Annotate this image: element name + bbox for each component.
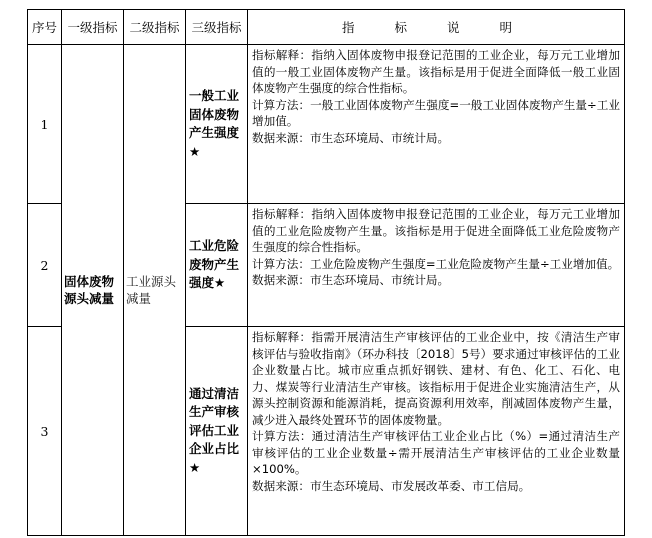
row-number: 3 bbox=[28, 327, 62, 536]
data-source: 数据来源：市生态环境局、市发展改革委、市工信局。 bbox=[252, 478, 531, 493]
level1-indicator: 固体废物源头减量 bbox=[62, 45, 124, 536]
header-level2: 二级指标 bbox=[124, 10, 186, 45]
indicator-description bbox=[248, 327, 625, 536]
header-description: 指 标 说 明 bbox=[248, 10, 625, 45]
data-source: 数据来源：市生态环境局、市统计局。 bbox=[252, 130, 450, 145]
indicator-table bbox=[27, 9, 625, 536]
table-header-row bbox=[28, 10, 625, 45]
indicator-explanation: 指标解释：指纳入固体废物申报登记范围的工业企业，每万元工业增加值的工业危险废物产生量。该指标是用于促进全面降低工业危险废物产生强度的综合性指标。 bbox=[252, 207, 620, 254]
indicator-explanation: 指标解释：指需开展清洁生产审核评估的工业企业中，按《清洁生产审核评估与验收指南》（环办科技〔2018〕5号）要求通过审核评估的工业企业数量占比。城市应重点抓好钢铁、建材、有色、化工、石化、电力、煤炭等行业清洁生产审核。该指标用于促进企业实施清洁生产，从源头控制资源和能源消耗，提高资源利用效率，削减固体废物产生量，减少进入最终处置环节的固体废物量。 bbox=[252, 330, 620, 427]
header-level1: 一级指标 bbox=[62, 10, 124, 45]
level2-indicator: 工业源头减量 bbox=[124, 45, 186, 536]
table-row bbox=[28, 45, 625, 204]
indicator-description bbox=[248, 45, 625, 204]
indicator-explanation: 指标解释：指纳入固体废物申报登记范围的工业企业，每万元工业增加值的一般工业固体废物产生量。该指标是用于促进全面降低一般工业固体废物产生强度的综合性指标。 bbox=[252, 48, 620, 95]
level3-indicator: 一般工业固体废物产生强度★ bbox=[186, 45, 248, 204]
header-level3: 三级指标 bbox=[186, 10, 248, 45]
calculation-method: 计算方法：一般工业固体废物产生强度=一般工业固体废物产生量÷工业增加值。 bbox=[252, 97, 620, 128]
calculation-method: 计算方法：工业危险废物产生强度=工业危险废物产生量÷工业增加值。 bbox=[252, 256, 620, 271]
row-number: 2 bbox=[28, 204, 62, 327]
header-serial: 序号 bbox=[28, 10, 62, 45]
data-source: 数据来源：市生态环境局、市统计局。 bbox=[252, 273, 450, 287]
level3-indicator: 通过清洁生产审核评估工业企业占比★ bbox=[186, 327, 248, 536]
calculation-method: 计算方法：通过清洁生产审核评估工业企业占比（%）=通过清洁生产审核评估的工业企业数量÷需开展清洁生产审核评估的工业企业数量×100%。 bbox=[252, 429, 620, 476]
level3-indicator: 工业危险废物产生强度★ bbox=[186, 204, 248, 327]
indicator-description bbox=[248, 204, 625, 327]
row-number: 1 bbox=[28, 45, 62, 204]
